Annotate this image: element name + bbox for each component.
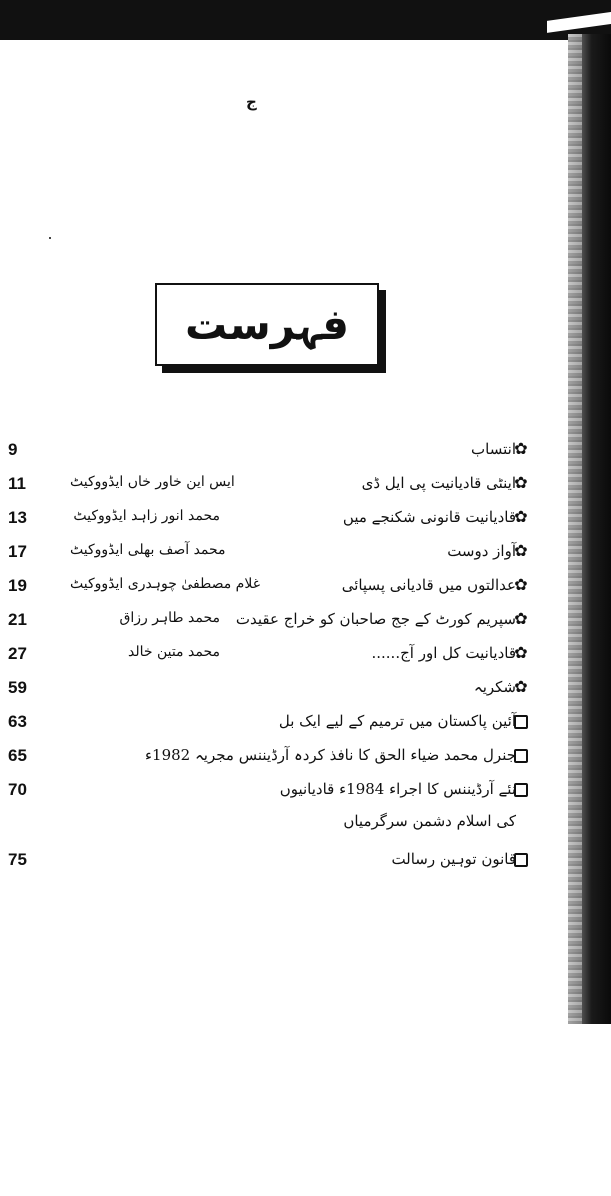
page-number: 21 [8,610,27,629]
toc-row [0,846,611,876]
entry-title: قادیانیت کل اور آج...... [371,644,516,662]
page-number: 11 [8,474,26,493]
checkbox-bullet-icon [514,715,528,729]
toc-row-continuation [0,808,611,838]
toc-row [0,470,611,500]
top-border-bar [0,0,611,40]
checkbox-bullet-icon [514,853,528,867]
title-box [155,283,379,366]
author-name: محمد آصف بھلی ایڈووکیٹ [70,542,226,558]
page-number: 65 [8,746,27,765]
toc-row [0,606,611,636]
entry-title: نئے آرڈیننس کا اجراء 1984ء قادیانیوں [279,780,516,798]
toc-row [0,742,611,772]
page-number: 59 [8,678,27,697]
toc-row [0,674,611,704]
page-number: 70 [8,780,27,799]
checkbox-bullet-icon [514,783,528,797]
toc-row [0,538,611,568]
toc-row [0,572,611,602]
flower-bullet-icon: ✿ [514,643,528,662]
author-name: محمد انور زاہد ایڈووکیٹ [73,508,220,524]
flower-bullet-icon: ✿ [514,609,528,628]
entry-title: قانون توہین رسالت [391,850,516,868]
page-number: 17 [8,542,27,561]
entry-title: قادیانیت قانونی شکنجے میں [342,508,516,526]
page-number: 13 [8,508,27,527]
ink-speck [49,237,51,239]
page-number: 75 [8,850,27,869]
page-title: فہرست [184,300,349,349]
flower-bullet-icon: ✿ [514,473,528,492]
entry-title: سپریم کورٹ کے جج صاحبان کو خراج عقیدت [235,610,516,628]
flower-bullet-icon: ✿ [514,677,528,696]
author-name: ایس این خاور خاں ایڈووکیٹ [70,474,235,490]
flower-bullet-icon: ✿ [514,575,528,594]
entry-title: آواز دوست [447,542,516,560]
page-number: 9 [8,440,18,459]
entry-title-continuation: کی اسلام دشمن سرگرمیاں [343,812,516,830]
entry-title: شکریہ [473,678,516,696]
toc-row [0,776,611,806]
toc-row [0,436,611,466]
flower-bullet-icon: ✿ [514,439,528,458]
entry-title: جنرل محمد ضیاء الحق کا نافذ کردہ آرڈیننس مجریہ 1982ء [144,746,516,764]
toc-row [0,708,611,738]
flower-bullet-icon: ✿ [514,507,528,526]
page-number: 27 [8,644,27,663]
page-marker: ج [246,93,257,111]
page-number: 63 [8,712,27,731]
author-name: محمد متین خالد [127,644,220,660]
page-number: 19 [8,576,27,595]
author-name: محمد طاہر رزاق [119,610,220,626]
flower-bullet-icon: ✿ [514,541,528,560]
entry-title: آئین پاکستان میں ترمیم کے لیے ایک بل [278,712,516,730]
entry-title: انتساب [471,440,516,458]
toc-row [0,504,611,534]
entry-title: اینٹی قادیانیت پی ایل ڈی [361,474,516,492]
author-name: غلام مصطفیٰ چوہدری ایڈووکیٹ [70,576,261,592]
checkbox-bullet-icon [514,749,528,763]
entry-title: عدالتوں میں قادیانی پسپائی [341,576,516,594]
toc-row [0,640,611,670]
